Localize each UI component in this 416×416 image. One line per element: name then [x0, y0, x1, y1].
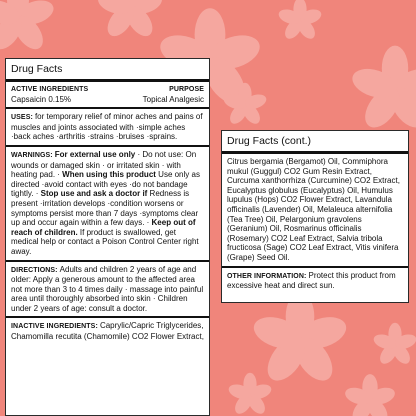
warnings-text-4: If product is swallowed, get medical help or contact a Poison Control Center right away.: [11, 227, 199, 256]
uses-label: USES:: [11, 114, 35, 122]
active-ingredients-header: [11, 85, 204, 95]
inactive-label: INACTIVE INGREDIENTS:: [11, 323, 100, 331]
inactive-ingredients-section: [6, 318, 209, 344]
active-ingredient: Capsaicin 0.15%: [11, 94, 72, 104]
warnings-text-1: · Do not use: On wounds or damaged skin · or irritated skin · with heating pad. ·: [11, 149, 197, 180]
inactive-ingredients-cont: [222, 154, 408, 268]
ingredients-cont-text: Citrus bergamia (Bergamot) Oil, Commiphora mukul (Guggul) CO2 Gum Resin Extract, Curcuma xanthorrhiza (Curcumine) CO2 Extract, Eucalyptus globulus (Eucalyptus) Oil, Humulus lupulus (Hops) CO2 Flower Extract, Lavandula officinalis (Lavender) Oil, Melaleuca alternifolia (Tea Tree) Oil, Pelargonium gravolens (Geranium) Oil, Rosmarinus officinalis (Rosemary) CO2 Leaf Extract, Salvia tribola fructicosa (Sage) CO2 Leaf Extract, Vitis vinifera (Grape) Seed Oil.: [227, 157, 400, 262]
warnings-text-3: Redness is present ·irritation develops ·condition worsens or symptoms persist more than 7 days ·symptoms clear up and occur again within a few days. ·: [11, 189, 199, 228]
warnings-bold-3: Stop use and ask a doctor if: [40, 189, 148, 199]
drug-facts-cont-panel: [221, 130, 409, 303]
directions-text: Adults and children 2 years of age and older: Apply a generous amount to the affected area not more than 3 to 4 times daily · massage into painful area until thoroughly absorbed into skin · Children under 2 years of age: consult a doctor.: [11, 264, 204, 313]
warnings-bold-1: For external use only: [54, 149, 136, 159]
uses-section: [6, 109, 209, 147]
purpose-label: PURPOSE: [169, 86, 204, 93]
panel-title: Drug Facts: [6, 59, 209, 82]
warnings-bold-4: Keep out of reach of children.: [11, 218, 196, 237]
inactive-text: Caprylic/Capric Triglycerides, Chamomilla recutita (Chamomile) CO2 Flower Extract,: [11, 321, 204, 342]
active-ingredients-section: [6, 82, 209, 109]
active-ingredients-label: ACTIVE INGREDIENTS: [11, 86, 89, 93]
uses-text: for temporary relief of minor aches and pains of muscles and joints associated with ·simple aches ·back aches ·arthritis ·strains ·bruises ·sprains.: [11, 112, 203, 142]
warnings-text-2: Use only as directed ·avoid contact with eyes ·do not bandage tightly. ·: [11, 170, 200, 199]
other-info-text: Protect this product from excessive heat and direct sun.: [227, 270, 396, 291]
directions-section: [6, 262, 209, 319]
purpose-value: Topical Analgesic: [142, 94, 204, 104]
warnings-section: [6, 147, 209, 262]
warnings-bold-2: When using this product: [62, 170, 156, 180]
other-info-label: OTHER INFORMATION:: [227, 272, 309, 280]
directions-label: DIRECTIONS:: [11, 266, 60, 274]
panel-title-cont: Drug Facts (cont.): [222, 131, 408, 154]
drug-facts-panel: [5, 58, 210, 416]
other-information-section: [222, 268, 408, 294]
warnings-label: WARNINGS:: [11, 151, 55, 159]
active-ingredients-row: [11, 95, 204, 105]
